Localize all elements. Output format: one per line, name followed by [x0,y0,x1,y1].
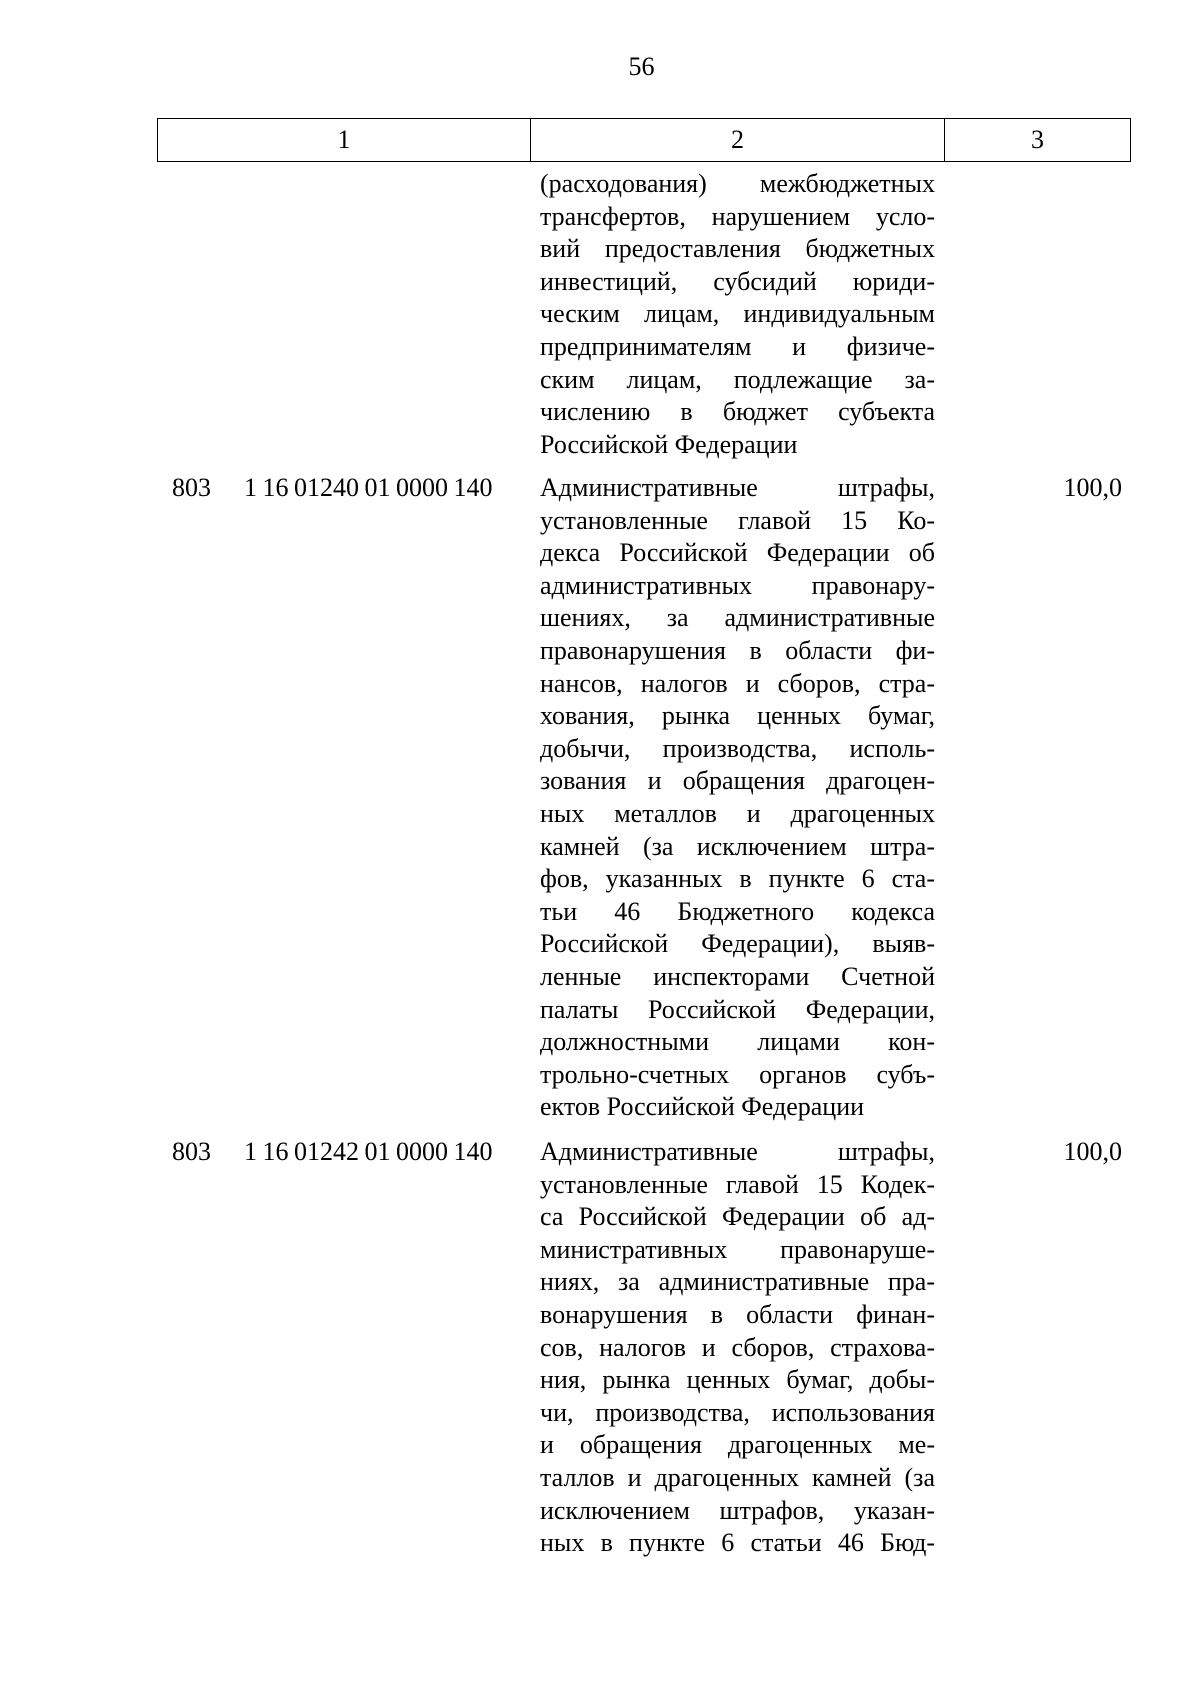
description-line: инвестиций, субсидий юриди- [540,266,935,296]
description-line: ных в пункте 6 статьи 46 Бюд- [540,1528,935,1558]
description-line: административных правонару- [540,570,935,600]
description-line: министративных правонаруше- [540,1234,935,1264]
description-line: фов, указанных в пункте 6 ста- [540,864,935,894]
description-line: установленные главой 15 Кодек- [540,1169,935,1199]
description-line: ленные инспекторами Счетной [540,961,935,991]
description-line: трансфертов, нарушением усло- [540,201,935,231]
description-line: Российской Федерации [540,429,798,459]
row-description [540,168,935,461]
header-col-1: 1 [158,119,531,161]
description-line: палаты Российской Федерации, [540,994,935,1024]
row-description [540,1136,935,1560]
amount: 100,0 [1063,473,1122,502]
description-line: ниях, за административные пра- [540,1267,935,1297]
table-header [157,118,1131,162]
kbk-code: 1 16 01242 01 0000 140 [244,1137,493,1166]
description-line: вий предоставления бюджетных [540,234,935,264]
description-line: ектов Российской Федерации [540,1092,865,1122]
page-number: 56 [628,52,655,81]
description-line: добычи, производства, исполь- [540,733,935,763]
description-line: ния, рынка ценных бумаг, добы- [540,1365,935,1395]
description-line: ским лицам, подлежащие за- [540,364,935,394]
description-line: вонарушения в области финан- [540,1299,935,1329]
admin-code: 803 [172,1137,211,1166]
description-line: са Российской Федерации об ад- [540,1202,935,1232]
description-line: хования, рынка ценных бумаг, [540,701,935,731]
header-col-3: 3 [1031,125,1044,154]
kbk-code: 1 16 01240 01 0000 140 [244,473,493,502]
description-line: числению в бюджет субъекта [540,397,935,427]
description-line: (расходования) межбюджетных [540,169,935,198]
description-line: нансов, налогов и сборов, стра- [540,668,935,698]
description-line: сов, налогов и сборов, страхова- [540,1332,935,1362]
description-line: правонарушения в области фи- [540,635,935,665]
description-line: ных металлов и драгоценных [540,798,935,828]
description-line: зования и обращения драгоцен- [540,766,935,796]
description-line: тьи 46 Бюджетного кодекса [540,896,935,926]
description-line: Административные штрафы, [540,473,935,502]
description-line: трольно-счетных органов субъ- [540,1059,935,1089]
description-line: установленные главой 15 Ко- [540,505,935,535]
description-line: и обращения драгоценных ме- [540,1430,935,1460]
description-line: таллов и драгоценных камней (за [540,1462,935,1492]
description-line: Российской Федерации), выяв- [540,929,935,959]
amount: 100,0 [1063,1137,1122,1166]
row-description [540,472,935,1124]
description-line: Административные штрафы, [540,1137,935,1166]
description-line: предпринимателям и физиче- [540,331,935,361]
description-line: ческим лицам, индивидуальным [540,299,935,329]
description-line: шениях, за административные [540,603,935,633]
header-col-2: 2 [531,119,945,161]
description-line: исключением штрафов, указан- [540,1495,935,1525]
description-line: чи, производства, использования [540,1397,935,1427]
description-line: должностными лицами кон- [540,1027,935,1057]
description-line: камней (за исключением штра- [540,831,935,861]
admin-code: 803 [172,473,211,502]
description-line: декса Российской Федерации об [540,538,935,568]
